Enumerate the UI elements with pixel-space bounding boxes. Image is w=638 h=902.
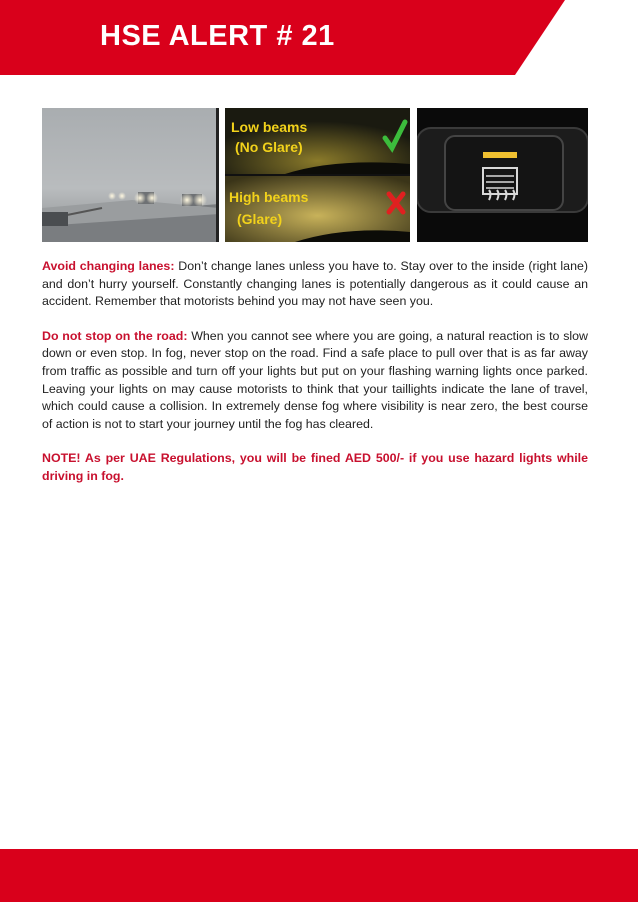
- high-beams-label: High beams: [229, 189, 309, 205]
- footer-bar: [0, 849, 638, 902]
- alert-content: [42, 258, 588, 503]
- no-glare-label: (No Glare): [235, 139, 303, 155]
- header-banner: [0, 0, 638, 75]
- foggy-road-photo: [42, 108, 219, 242]
- section-text: Don’t change lanes unless you have to. Stay over to the inside (right lane) and don’t hurry yourself. Constantly changing lanes is potentially dangerous as it could cause an accident. Remember that motorists behind you may not have seen you.: [42, 259, 588, 309]
- beams-comparison-photo: [225, 108, 410, 242]
- rear-defrost-button-photo: [417, 108, 588, 242]
- glare-label: (Glare): [237, 211, 283, 227]
- section-text: When you cannot see where you are going, a natural reaction is to slow down or even stop. In fog, never stop on the road. Find a safe place to pull over that is as far away from traffic as possible and turn off your lights but put on your flashing warning lights once parked. Leaving your lights on may cause motorists to think that your taillights indicate the lane of travel, which could cause a collision. In extremely dense fog where visibility is near zero, the best course of action is not to start your journey until the fog has cleared.: [42, 328, 588, 431]
- section-lead: Avoid changing lanes:: [42, 259, 175, 273]
- section-lead: Do not stop on the road:: [42, 328, 188, 343]
- low-beams-label: Low beams: [231, 119, 308, 135]
- section-do-not-stop: [42, 328, 588, 434]
- page-title: HSE ALERT # 21: [100, 20, 335, 52]
- hazard-lights-note: NOTE! As per UAE Regulations, you will be fined AED 500/- if you use hazard lights while driving in fog.: [42, 451, 588, 483]
- section-changing-lanes: [42, 258, 588, 311]
